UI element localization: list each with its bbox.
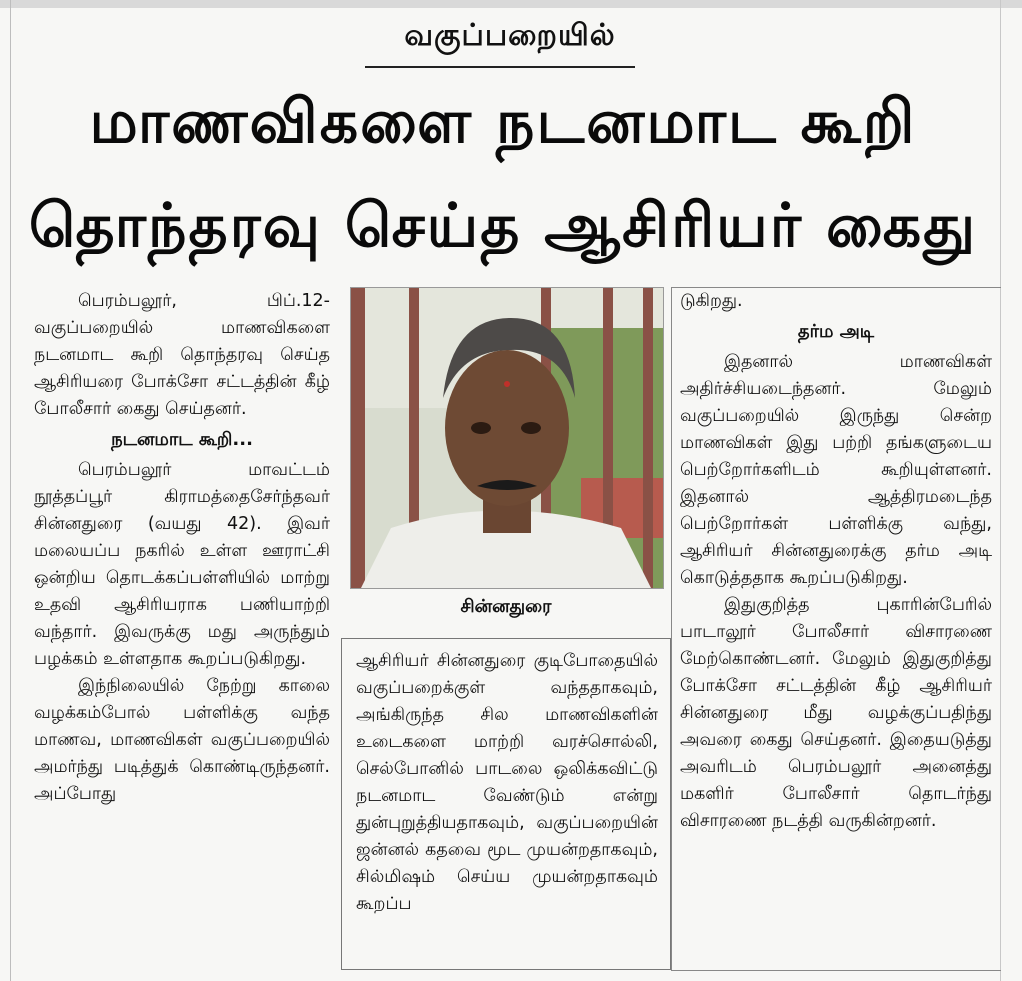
headline-line-2: தொந்தரவு செய்த ஆசிரியர் கைது: [28, 191, 978, 261]
portrait-illustration: [351, 288, 663, 588]
dateline-paragraph: பெரம்பலூர், பிப்.12- வகுப்பறையில் மாணவிகளை நடனமாட கூறி தொந்தரவு செய்த ஆசிரியரை போக்சோ சட்டத்தின் கீழ் போலீசார் கைது செய்தனர்.: [34, 291, 330, 419]
photo-caption: சின்னதுரை: [460, 596, 552, 617]
paragraph-continuation: டுகிறது.: [680, 291, 743, 311]
paragraph: பெரம்பலூர் மாவட்டம் நூத்தப்பூர் கிராமத்தைசேர்ந்தவர் சின்னதுரை (வயது 42). இவர் மலையப்ப நகரில் உள்ள ஊராட்சி ஒன்றிய தொடக்கப்பள்ளியில் மாற்று உதவி ஆசிரியராக பணியாற்றி வந்தார். இவருக்கு மது அருந்தும் பழக்கம் உள்ளதாக கூறப்படுகிறது.: [34, 460, 330, 669]
article-column-2: [356, 648, 658, 918]
column-3-bottom-rule: [671, 970, 1001, 971]
article-column-3: [680, 288, 992, 835]
article-column-1: [34, 288, 330, 808]
subhead-beating: தர்ம அடி: [797, 321, 875, 342]
top-bar: [0, 0, 1022, 8]
right-margin-rule: [1000, 0, 1001, 981]
paragraph: இதனால் மாணவிகள் அதிர்ச்சியடைந்தனர். மேலும் வகுப்பறையில் இருந்து சென்ற மாணவிகள் இது பற்றி தங்களுடைய பெற்றோர்களிடம் கூறியுள்ளனர். இதனால் ஆத்திரமடைந்த பெற்றோர்கள் பள்ளிக்கு வந்து, ஆசிரியர் சின்னதுரைக்கு தர்ம அடி கொடுத்ததாக கூறப்படுகிறது.: [680, 352, 992, 588]
kicker: வகுப்பறையில்: [404, 18, 616, 53]
paragraph: இந்நிலையில் நேற்று காலை வழக்கம்போல் பள்ளிக்கு வந்த மாணவ, மாணவிகள் வகுப்பறையில் அமர்ந்து படித்துக் கொண்டிருந்தனர். அப்போது: [34, 676, 330, 804]
paragraph: இதுகுறித்த புகாரின்பேரில் பாடாலூர் போலீசார் விசாரணை மேற்கொண்டனர். மேலும் இதுகுறித்து போக்சோ சட்டத்தின் கீழ் ஆசிரியர் சின்னதுரை மீது வழக்குப்பதிந்து அவரை கைது செய்தனர். இதையடுத்து அவரிடம் பெரம்பலூர் அனைத்து மகளிர் போலீசார் தொடர்ந்து விசாரணை நடத்தி வருகின்றனர்.: [680, 595, 992, 831]
left-margin-rule: [10, 0, 11, 981]
headline-line-1: மாணவிகளை நடனமாட கூறி: [89, 87, 917, 157]
subhead-dance: நடனமாட கூறி...: [111, 429, 253, 450]
column-divider: [671, 287, 672, 971]
kicker-underline: [365, 66, 635, 68]
paragraph: ஆசிரியர் சின்னதுரை குடிபோதையில் வகுப்பறைக்குள் வந்ததாகவும், அங்கிருந்த சில மாணவிகளின் உடைகளை மாற்றி வரச்சொல்லி, செல்போனில் பாடலை ஒலிக்கவிட்டு நடனமாட வேண்டும் என்று துன்புறுத்தியதாகவும், வகுப்பறையின் ஜன்னல் கதவை மூட முயன்றதாகவும், சில்மிஷம் செய்ய முயன்றதாகவும் கூறப்ப: [356, 651, 658, 914]
teacher-photo: [350, 287, 664, 589]
